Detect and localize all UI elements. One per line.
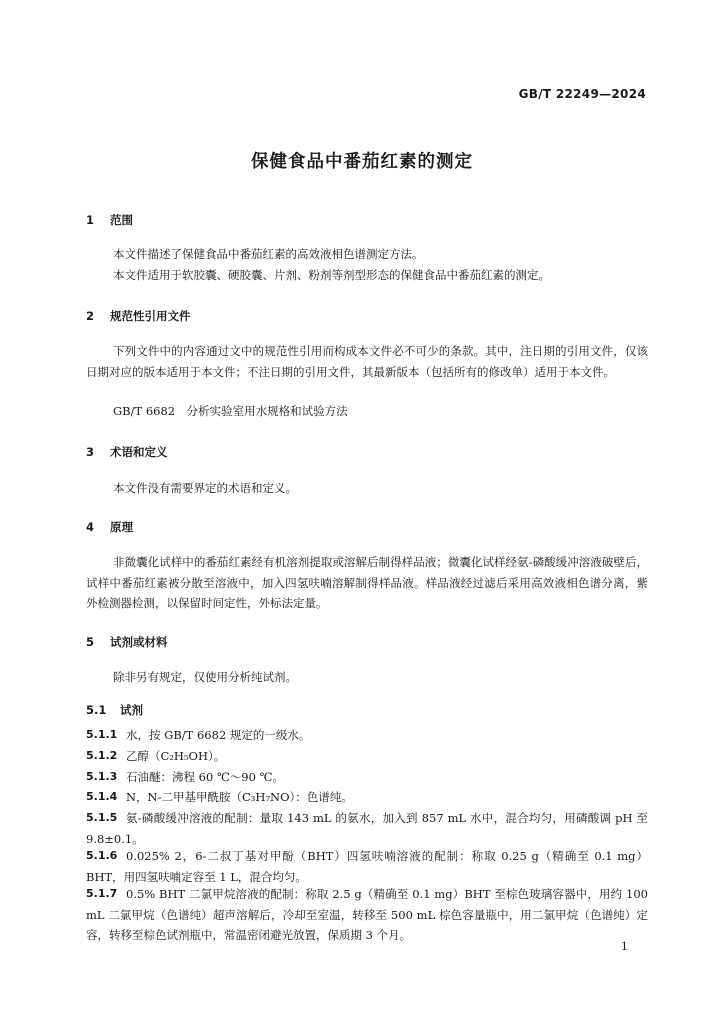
section-heading-3 bbox=[86, 444, 168, 460]
clause-item bbox=[86, 884, 648, 946]
section-number: 2 bbox=[86, 309, 95, 323]
section-title: 术语和定义 bbox=[110, 445, 168, 459]
paragraph: 本文件适用于软胶囊、硬胶囊、片剂、粉剂等剂型形态的保健食品中番茄红素的测定。 bbox=[113, 268, 550, 282]
clause-item bbox=[86, 746, 648, 767]
clause-text: 0.025% 2，6-二叔丁基对甲酚（BHT）四氢呋喃溶液的配制：称取 0.25 g（精确至 0.1 mg）BHT，用四氢呋喃定容至 1 L，混合均匀。 bbox=[86, 849, 648, 884]
section-title: 规范性引用文件 bbox=[110, 309, 191, 323]
paragraph: 除非另有规定，仅使用分析纯试剂。 bbox=[113, 670, 297, 684]
clause-number: 5.1.6 bbox=[86, 849, 118, 862]
subsection-number: 5.1 bbox=[86, 703, 107, 717]
clause-item bbox=[86, 846, 648, 887]
section-title: 原理 bbox=[110, 520, 134, 534]
section-number: 1 bbox=[86, 213, 95, 227]
clause-text: 水，按 GB/T 6682 规定的一级水。 bbox=[126, 728, 311, 742]
page-number: 1 bbox=[621, 940, 628, 953]
section-number: 4 bbox=[86, 520, 95, 534]
clause-number: 5.1.1 bbox=[86, 728, 118, 741]
clause-number: 5.1.5 bbox=[86, 811, 118, 824]
clause-item bbox=[86, 725, 648, 746]
clause-text: 石油醚：沸程 60 ℃～90 ℃。 bbox=[126, 770, 284, 784]
subsection-title: 试剂 bbox=[120, 703, 144, 717]
section-number: 5 bbox=[86, 635, 95, 649]
clause-number: 5.1.7 bbox=[86, 887, 118, 900]
section-title: 试剂或材料 bbox=[110, 635, 168, 649]
standard-number: GB/T 22249—2024 bbox=[518, 87, 646, 101]
clause-text: 0.5% BHT 二氯甲烷溶液的配制：称取 2.5 g（精确至 0.1 mg）BHT 至棕色玻璃容器中，用约 100 mL 二氯甲烷（色谱纯）超声溶解后，冷却至室温，转移至 500 mL 棕色容量瓶中，用二氯甲烷（色谱纯）定容，转移至棕色试剂瓶中，常温密闭避光放置，保质期 3 个月。 bbox=[86, 887, 648, 942]
document-title: 保健食品中番茄红素的测定 bbox=[251, 152, 473, 172]
clause-item bbox=[86, 808, 648, 849]
clause-item bbox=[86, 767, 648, 788]
clause-number: 5.1.4 bbox=[86, 790, 118, 803]
paragraph: 下列文件中的内容通过文中的规范性引用而构成本文件必不可少的条款。其中，注日期的引用文件，仅该日期对应的版本适用于本文件；不注日期的引用文件，其最新版本（包括所有的修改单）适用于本文件。 bbox=[86, 344, 648, 379]
normative-reference: GB/T 6682 分析实验室用水规格和试验方法 bbox=[113, 404, 348, 418]
clause-number: 5.1.3 bbox=[86, 770, 118, 783]
paragraph: 本文件没有需要界定的术语和定义。 bbox=[113, 481, 297, 495]
section-heading-2 bbox=[86, 308, 191, 324]
clause-text: 乙醇（C₂H₅OH）。 bbox=[126, 749, 226, 763]
section-heading-4 bbox=[86, 519, 133, 535]
clause-text: 氨-磷酸缓冲溶液的配制：量取 143 mL 的氨水，加入到 857 mL 水中，混合均匀，用磷酸调 pH 至 9.8±0.1。 bbox=[86, 811, 648, 846]
clause-number: 5.1.2 bbox=[86, 749, 118, 762]
paragraph: 非微囊化试样中的番茄红素经有机溶剂提取或溶解后制得样品液；微囊化试样经氨-磷酸缓冲溶液破壁后，试样中番茄红素被分散至溶液中，加入四氢呋喃溶解制得样品液。样品液经过滤后采用高效液相色谱分离，紫外检测器检测，以保留时间定性，外标法定量。 bbox=[86, 555, 648, 610]
paragraph: 本文件描述了保健食品中番茄红素的高效液相色谱测定方法。 bbox=[113, 247, 424, 261]
clause-item bbox=[86, 787, 648, 808]
section-title: 范围 bbox=[110, 213, 134, 227]
subsection-heading bbox=[86, 702, 143, 718]
clause-text: N，N-二甲基甲酰胺（C₃H₇NO）：色谱纯。 bbox=[126, 790, 353, 804]
section-number: 3 bbox=[86, 445, 95, 459]
section-heading-5 bbox=[86, 634, 168, 650]
section-heading-1 bbox=[86, 212, 133, 228]
